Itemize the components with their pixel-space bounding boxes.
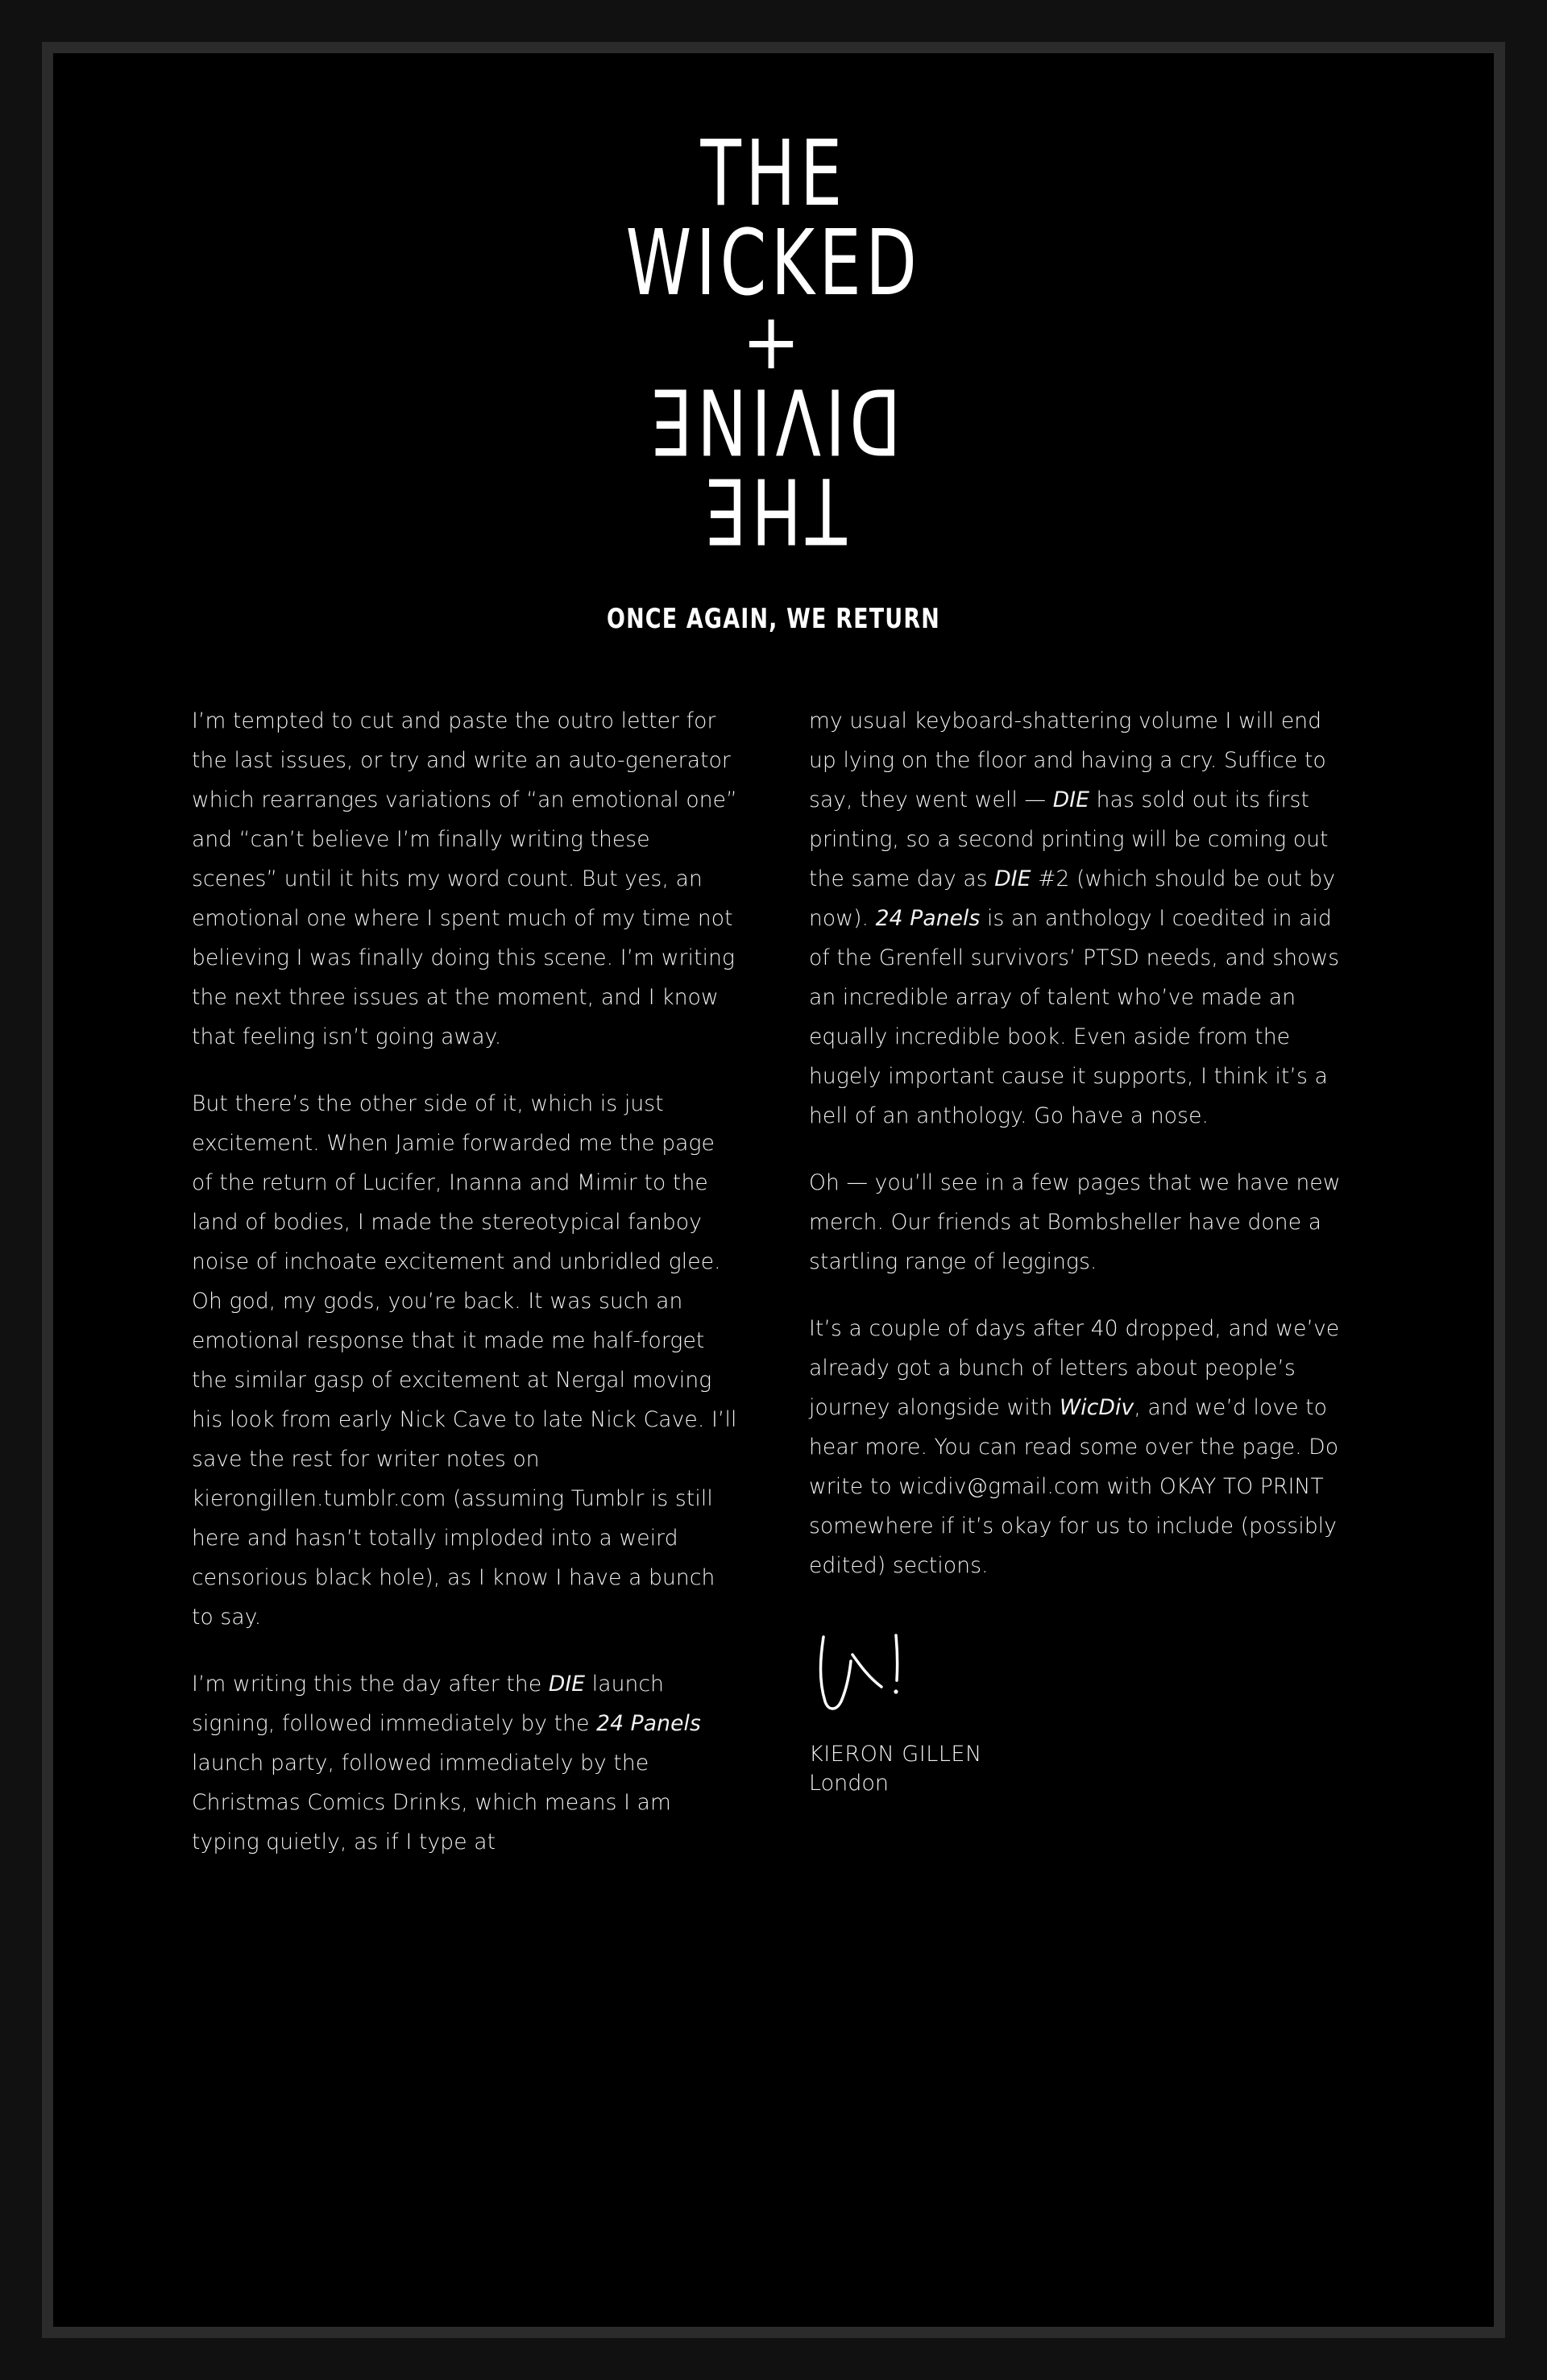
signature-block <box>809 1630 1355 1798</box>
paragraph: It’s a couple of days after 40 dropped, and we’ve already got a bunch of letters about people’s journey alongside with WicDiv, and we’d love to hear more. You can read some over the page. Do write to wicdiv@gmail.com with OKAY TO PRINT somewhere if it’s okay for us to include (possibly edited) sections. <box>809 1316 1340 1579</box>
handwritten-signature-icon <box>809 1630 954 1719</box>
paragraph: I’m tempted to cut and paste the outro letter for the last issues, or try and write an auto-generator which rearranges variations of “an emotional one” and “can’t believe I’m finally writing these scenes” until it hits my word count. But yes, an emotional one where I spent much of my time not believing I was finally doing this scene. I’m writing the next three issues at the moment, and I know that feeling isn’t going away. <box>192 708 737 1050</box>
letter-column-left <box>192 701 738 1862</box>
logo-plus-icon: + <box>741 296 806 387</box>
page-frame <box>42 42 1505 2338</box>
logo-line-the-bottom: THE <box>700 457 847 563</box>
paragraph: Oh — you’ll see in a few pages that we have new merch. Our friends at Bombsheller have done a startling range of leggings. <box>809 1170 1341 1275</box>
paragraph: my usual keyboard-shattering volume I will end up lying on the floor and having a cry. Suffice to say, they went well — DIE has sold out its first printing, so a second printing will be coming out the same day as DIE #2 (which should be out by now). 24 Panels is an anthology I coedited in aid of the Grenfell survivors’ PTSD needs, and shows an incredible array of talent who’ve made an equally incredible book. Even aside from the hugely important cause it supports, I think it’s a hell of an anthology. Go have a nose. <box>809 708 1340 1129</box>
logo-line-wicked: WICKED <box>625 211 922 317</box>
wicdiv-logo <box>131 89 1416 563</box>
letter-body <box>131 701 1416 1862</box>
logo-line-the-top: THE <box>700 122 847 226</box>
page-subtitle: ONCE AGAIN, WE RETURN <box>606 603 940 636</box>
logo-line-divine: DIVINE <box>646 367 901 472</box>
signature-city: London <box>809 1771 889 1796</box>
signature-name: KIERON GILLEN <box>809 1742 982 1767</box>
paragraph: I’m writing this the day after the DIE launch signing, followed immediately by the 24 Panels launch party, followed immediately by the Christmas Comics Drinks, which means I am typing quietly, as if I type at <box>192 1672 701 1855</box>
paragraph: But there’s the other side of it, which is just excitement. When Jamie forwarded me the page of the return of Lucifer, Inanna and Mimir to the land of bodies, I made the stereotypical fanboy noise of inchoate excitement and unbridled glee. Oh god, my gods, you’re back. It was such an emotional response that it made me half-forget the similar gasp of excitement at Nergal moving his look from early Nick Cave to late Nick Cave. I’ll save the rest for writer notes on kierongillen.tumblr.com (assuming Tumblr is still here and hasn’t totally imploded into a weird censorious black hole), as I know I have a bunch to say. <box>192 1091 737 1630</box>
letter-column-right <box>809 701 1355 1862</box>
